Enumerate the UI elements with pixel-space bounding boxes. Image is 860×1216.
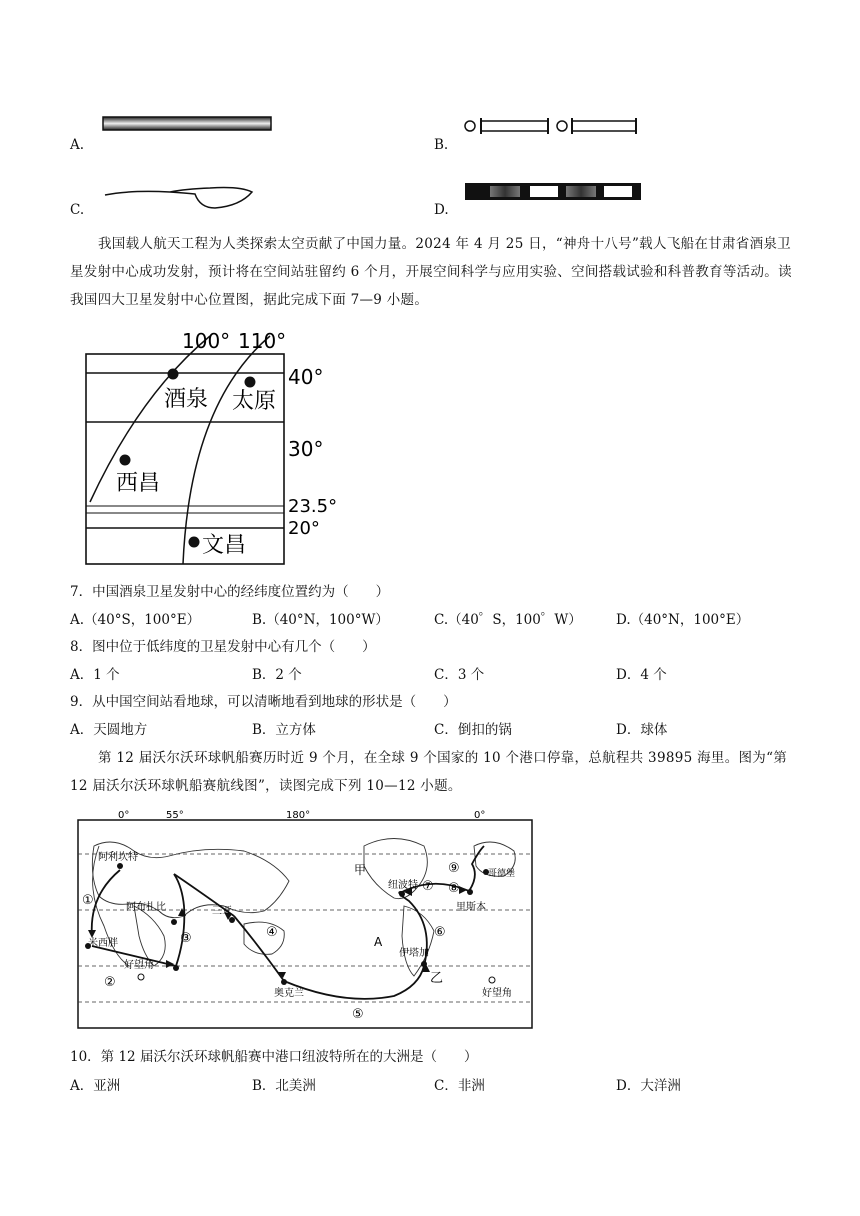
q10-option-c[interactable]: C．非洲 xyxy=(434,1078,485,1094)
option-d-figure xyxy=(462,180,644,204)
leg-6: ⑥ xyxy=(434,925,446,940)
lon-label-180: 180° xyxy=(286,810,311,821)
q7-stem: 7．中国酒泉卫星发射中心的经纬度位置约为（ ） xyxy=(70,584,390,600)
port-gothenburg: 哥德堡 xyxy=(488,869,516,879)
city-wenchang: 文昌 xyxy=(202,533,247,558)
q10-option-d[interactable]: D．大洋洲 xyxy=(616,1078,681,1094)
q9-option-a[interactable]: A．天圆地方 xyxy=(70,722,148,738)
port-alicante: 阿利坎特 xyxy=(98,852,138,863)
label-a: A xyxy=(374,935,383,949)
q7-option-c[interactable]: C.（40゜S，100゜W） xyxy=(434,612,582,628)
q8-option-b[interactable]: B．2 个 xyxy=(252,667,302,683)
q9-option-b[interactable]: B．立方体 xyxy=(252,722,316,738)
leg-8: ⑧ xyxy=(448,881,460,896)
port-cape-good-hope-right: 好望角 xyxy=(482,988,512,999)
city-xichang: 西昌 xyxy=(116,471,161,496)
q10-option-a[interactable]: A．亚洲 xyxy=(70,1078,121,1094)
q9-option-d[interactable]: D．球体 xyxy=(616,722,668,738)
city-jiuquan: 酒泉 xyxy=(164,387,209,412)
lon-label-55: 55° xyxy=(166,810,184,821)
q7-option-d[interactable]: D.（40°N，100°E） xyxy=(616,612,750,628)
port-lisbon: 里斯本 xyxy=(456,902,486,913)
q8-stem: 8．图中位于低纬度的卫星发射中心有几个（ ） xyxy=(70,639,376,655)
lon-label-110: 110° xyxy=(238,329,287,353)
port-newport: 纽波特 xyxy=(388,880,418,891)
leg-3: ③ xyxy=(180,931,192,946)
lon-label-0-right: 0° xyxy=(474,810,486,821)
option-b-label: B. xyxy=(434,137,449,153)
passage-1: 我国载人航天工程为人类探索太空贡献了中国力量。2024 年 4 月 25 日，“神舟十八号”载人飞船在甘肃省酒泉卫星发射中心成功发射，预计将在空间站驻留约 6 个月，开展空间科学与应用实验、空间搭载试验和科普教育等活动。读我国四大卫星发射中心位置图，据此完成下面 7—9 小题。 xyxy=(70,236,792,308)
q10-option-b[interactable]: B．北美洲 xyxy=(252,1078,316,1094)
label-yi: 乙 xyxy=(430,971,444,986)
option-c-figure xyxy=(100,180,260,212)
q7-option-b[interactable]: B.（40°N，100°W） xyxy=(252,612,389,628)
q7-option-a[interactable]: A.（40°S，100°E） xyxy=(70,612,201,628)
port-cape-good-hope-left: 好望角 xyxy=(124,960,154,971)
q8-option-c[interactable]: C．3 个 xyxy=(434,667,485,683)
leg-4: ④ xyxy=(266,925,278,940)
q10-stem: 10．第 12 届沃尔沃环球帆船赛中港口纽波特所在的大洲是（ ） xyxy=(70,1049,478,1065)
q8-option-d[interactable]: D．4 个 xyxy=(616,667,667,683)
lat-label-23-5: 23.5° xyxy=(288,496,338,517)
q9-stem: 9．从中国空间站看地球，可以清晰地看到地球的形状是（ ） xyxy=(70,694,457,710)
port-sanya: 三亚 xyxy=(212,906,232,917)
race-route-map xyxy=(74,806,536,1032)
option-d-label: D. xyxy=(434,202,449,218)
port-abu-dhabi: 阿布扎比 xyxy=(126,902,166,913)
port-auckland: 奥克兰 xyxy=(274,988,304,999)
leg-9: ⑨ xyxy=(448,861,460,876)
label-jia: 甲 xyxy=(354,863,367,877)
q9-option-c[interactable]: C．倒扣的锅 xyxy=(434,722,512,738)
option-a-figure xyxy=(100,114,276,134)
port-cape-town-start: 米西胖 xyxy=(88,938,118,949)
lat-label-30: 30° xyxy=(288,437,324,461)
leg-7: ⑦ xyxy=(422,879,434,894)
leg-2: ② xyxy=(104,975,116,990)
passage-2: 第 12 届沃尔沃环球帆船赛历时近 9 个月，在全球 9 个国家的 10 个港口停靠，总航程共 39895 海里。图为“第 12 届沃尔沃环球帆船赛航线图”，读图完成下列 10—12 小题。 xyxy=(70,750,788,794)
launch-center-map xyxy=(80,324,340,570)
lon-label-0-left: 0° xyxy=(118,810,130,821)
port-itajai: 伊塔加 xyxy=(399,948,429,959)
leg-5: ⑤ xyxy=(352,1007,364,1022)
option-c-label: C. xyxy=(70,202,85,218)
lon-label-100: 100° xyxy=(182,329,231,353)
leg-1: ① xyxy=(82,893,94,908)
q8-option-a[interactable]: A．1 个 xyxy=(70,667,120,683)
option-a-label: A. xyxy=(70,137,85,153)
city-taiyuan: 太原 xyxy=(232,389,277,414)
option-b-figure xyxy=(460,114,640,140)
lat-label-20: 20° xyxy=(288,518,320,539)
lat-label-40: 40° xyxy=(288,365,324,389)
